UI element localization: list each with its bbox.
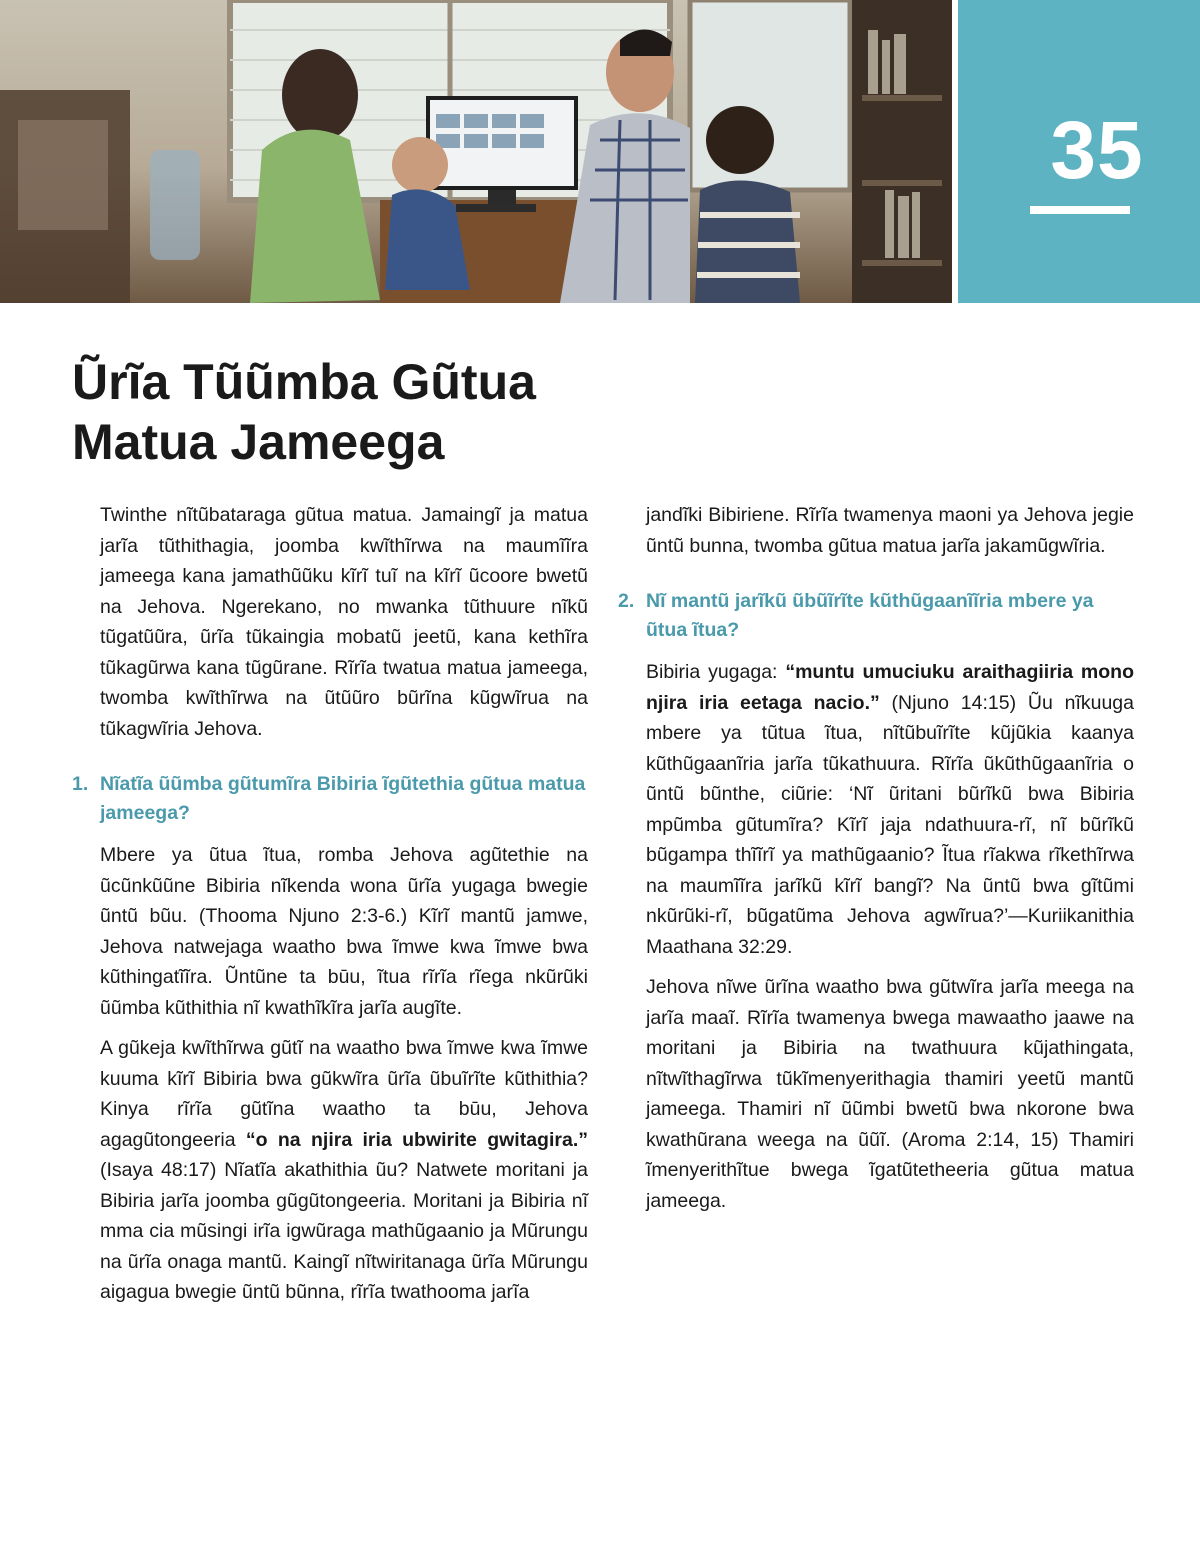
proverbs-quote: “muntu umuciuku araithagiiria mono njira iria eetaga nacio.”	[646, 661, 1135, 714]
question-2-text: Nĩ mantũ jarĩkũ ũbũĩrĩte kũthũgaanĩĩria mbere ya ũtua ĩtua?	[646, 590, 1094, 641]
lesson-number: 35	[1050, 105, 1144, 196]
q1-p2-text-b: (Isaya 48:17) Nĩatĩa akathithia ũu? Natwete moritani ja Bibiria jarĩa joomba gũgũtongeeria. Moritani ja Bibiria nĩ mma cia mũsingi irĩa igwũraga mathũgaanio ja Mũrungu na ũrĩa onaga mantũ. Kaingĩ nĩtwiritanaga ũrĩa Mũrungu aigagua bwegie ũntũ bũnna, rĩrĩa twathooma jarĩa	[100, 1159, 588, 1303]
question-2-paragraph-1	[646, 657, 1134, 962]
question-1-paragraph-2	[100, 1033, 588, 1308]
question-2-number: 2.	[618, 590, 635, 612]
question-1-number: 1.	[72, 773, 89, 795]
q2-p1-text-a: Bibiria yugaga:	[646, 661, 786, 683]
intro-paragraph: Twinthe nĩtũbataraga gũtua matua. Jamaingĩ ja matua jarĩa tũthithagia, joomba kwĩthĩrwa na maumĩĩra jameega kana jamathũũku kĩrĩ tuĩ na kĩrĩ ũcoore bwetũ na Jehova. Ngerekano, no mwanka tũthuure nĩkũ tũgatũũra, ũrĩa tũkaingia mobatũ jeetũ, kana kethĩra tũkagũrwa kana tũgũrane. Rĩrĩa twatua matua jameega, twomba kwĩthĩrwa na ũtũũro bũrĩna kũgwĩrua na tũkagwĩria Jehova.	[100, 504, 588, 740]
lesson-number-rule	[1030, 206, 1130, 214]
question-1-text: Nĩatĩa ũũmba gũtumĩra Bibiria ĩgũtethia gũtua matua jameega?	[100, 773, 586, 824]
isaiah-quote: “o na njira iria ubwirite gwitagira.”	[245, 1128, 588, 1151]
question-2-paragraph-2: Jehova nĩwe ũrĩna waatho bwa gũtwĩra jarĩa meega na jarĩa maaĩ. Rĩrĩa twamenya bwega mawaatho jaawe na moritani ja Bibiria na twathuura kũjathingata, nĩtwĩthagĩrwa tũkĩmenyerithagia thamiri yeetũ mantũ jameega. Thamiri nĩ ũũmbi bwetũ bwa nkorone bwa kwathũrana weega na ũũĩ. (Aroma 2:14, 15) Thamiri ĩmenyerithĩtue bwega ĩgatũtetheeria gũtua matua jameega.	[646, 976, 1134, 1212]
right-column	[618, 500, 1135, 1226]
q1-p2-text-a: A gũkeja kwĩthĩrwa gũtĩ na waatho bwa ĩmwe kwa ĩmwe kuuma kĩrĩ Bibiria bwa gũkwĩra ũrĩa ũbuĩrĩte kũthithia? Kinya rĩrĩa gũtĩna waatho ta būu, Jehova agagũtongeeria	[100, 1037, 588, 1151]
title-line-2: Matua Jameega	[72, 414, 445, 470]
question-1-paragraph-2-continued: jandĩki Bibiriene. Rĩrĩa twamenya maoni ya Jehova jegie ũntũ bunna, twomba gũtua matua jarĩa jakamũgwĩria.	[646, 504, 1134, 557]
question-1	[72, 770, 588, 828]
left-column	[72, 500, 588, 1318]
question-1-paragraph-1: Mbere ya ũtua ĩtua, romba Jehova agũtethie na ũcũnkũũne Bibiria nĩkenda wona ũrĩa yugaga bwegie ũntũ bũu. (Thooma Njuno 2:3-6.) Kĩrĩ mantũ jamwe, Jehova natwejaga waatho bwa ĩmwe kwa ĩmwe bwa kũthingatĩĩra. Ũntũne ta būu, ĩtua rĩrĩa rĩega nkũrũki ũũmba kũthithia nĩ kwathĩkĩra jarĩa augĩte.	[100, 844, 588, 1019]
q2-p1-text-b: (Njuno 14:15) Ũu nĩkuuga mbere ya tũtua ĩtua, nĩtũbuĩrĩte kũjũkia kaanya kũthũgaanĩria jarĩa tũkathuura. Rĩrĩa ũkũthũgaanĩria o ũntũ bũnthe, ciũrie: ‘Nĩ ũritani bũrĩkũ bwa Bibiria mpũmba gũtumĩra? Kĩrĩ jaja ndathuura-rĩ, nĩ bũrĩkũ bũgampa thĩĩrĩ ya mathũgaanio? Ĩtua rĩakwa rĩkethĩrwa na maumĩĩra jarĩkũ kĩrĩ bangĩ? Na ũntũ bwa gĩtũmi nkũrũki-rĩ, bũgatũma Jehova agwĩrua?’—Kuriikanithia Maathana 32:29.	[646, 691, 1134, 958]
question-2	[618, 587, 1134, 645]
hero-photo	[0, 0, 952, 303]
lesson-number-box	[958, 0, 1200, 303]
family-at-computer-illustration	[0, 0, 952, 303]
lesson-title	[72, 352, 536, 472]
title-line-1: Ũrĩa Tũũmba Gũtua	[72, 354, 536, 410]
